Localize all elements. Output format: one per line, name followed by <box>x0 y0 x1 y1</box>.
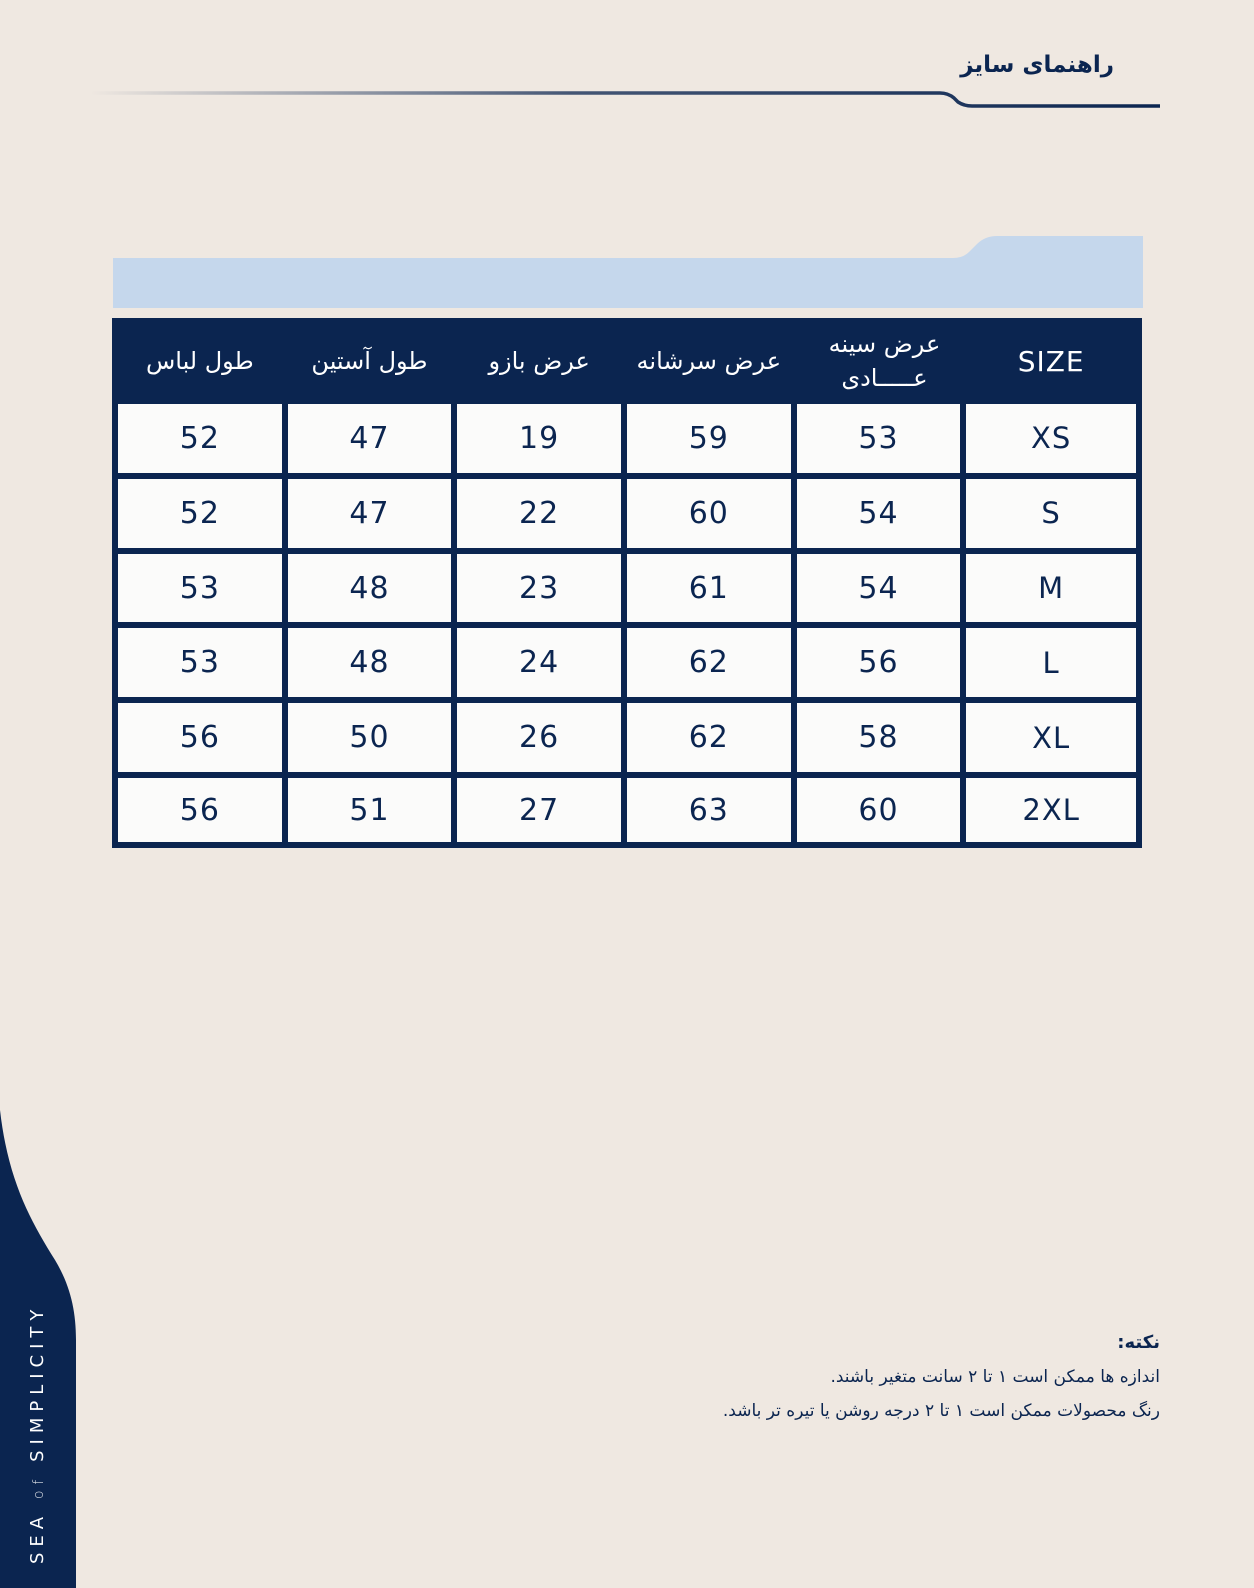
cell-dress-length: 53 <box>118 628 288 703</box>
note-block <box>723 1326 1160 1428</box>
cell-shoulder-width: 62 <box>627 628 797 703</box>
cell-shoulder-width: 63 <box>627 778 797 842</box>
note-line-color-variance: رنگ محصولات ممکن است ۱ تا ۲ درجه روشن یا تیره تر باشد. <box>722 1401 1160 1421</box>
brand-tagline <box>27 1304 48 1564</box>
header-dress-length: طول لباس <box>118 318 288 404</box>
table-row <box>118 778 1136 842</box>
cell-shoulder-width: 62 <box>627 703 797 778</box>
cell-shoulder-width: 60 <box>627 479 797 554</box>
cell-size: XL <box>966 703 1136 778</box>
cell-size: 2XL <box>966 778 1136 842</box>
header-size: SIZE <box>1017 344 1085 378</box>
note-line-size-variance: اندازه ها ممکن است ۱ تا ۲ سانت متغیر باشند. <box>830 1367 1160 1387</box>
cell-arm-width: 22 <box>457 479 627 554</box>
cell-dress-length: 56 <box>118 703 288 778</box>
cell-sleeve-length: 47 <box>288 404 458 479</box>
cell-arm-width: 26 <box>457 703 627 778</box>
cell-chest-width: 54 <box>797 554 967 629</box>
cell-size: XS <box>966 404 1136 479</box>
page-title: راهنمای سایز <box>960 52 1114 78</box>
brand-word-simplicity: SIMPLICITY <box>27 1303 48 1462</box>
cell-sleeve-length: 50 <box>288 703 458 778</box>
cell-chest-width: 58 <box>797 703 967 778</box>
header-sleeve-length: طول آستین <box>288 318 458 404</box>
table-row <box>118 479 1136 554</box>
table-row <box>118 404 1136 479</box>
table-row <box>118 703 1136 778</box>
cell-size: L <box>966 628 1136 703</box>
table-row <box>118 628 1136 703</box>
cell-chest-width: 53 <box>797 404 967 479</box>
cell-size: S <box>966 479 1136 554</box>
brand-word-sea: SEA <box>27 1510 48 1564</box>
cell-chest-width: 56 <box>797 628 967 703</box>
header-shoulder-width: عرض سرشانه <box>627 318 797 404</box>
cell-dress-length: 56 <box>118 778 288 842</box>
cell-dress-length: 53 <box>118 554 288 629</box>
title-divider-line <box>90 86 1160 114</box>
note-title: نکته: <box>1117 1332 1160 1353</box>
cell-sleeve-length: 47 <box>288 479 458 554</box>
cell-sleeve-length: 48 <box>288 554 458 629</box>
table-header-row <box>118 318 1136 404</box>
cell-arm-width: 24 <box>457 628 627 703</box>
header-arm-width: عرض بازو <box>457 318 627 404</box>
cell-chest-width: 60 <box>797 778 967 842</box>
cell-arm-width: 19 <box>457 404 627 479</box>
cell-chest-width: 54 <box>797 479 967 554</box>
cell-sleeve-length: 51 <box>288 778 458 842</box>
cell-shoulder-width: 61 <box>627 554 797 629</box>
table-row <box>118 554 1136 629</box>
header-banner <box>113 236 1143 308</box>
cell-sleeve-length: 48 <box>288 628 458 703</box>
cell-dress-length: 52 <box>118 479 288 554</box>
header-chest-width: عرض سینه عـــــادی <box>797 318 967 404</box>
cell-dress-length: 52 <box>118 404 288 479</box>
brand-word-of: of <box>31 1473 47 1500</box>
cell-arm-width: 23 <box>457 554 627 629</box>
cell-size: M <box>966 554 1136 629</box>
size-chart-table <box>112 318 1142 848</box>
cell-arm-width: 27 <box>457 778 627 842</box>
cell-shoulder-width: 59 <box>627 404 797 479</box>
